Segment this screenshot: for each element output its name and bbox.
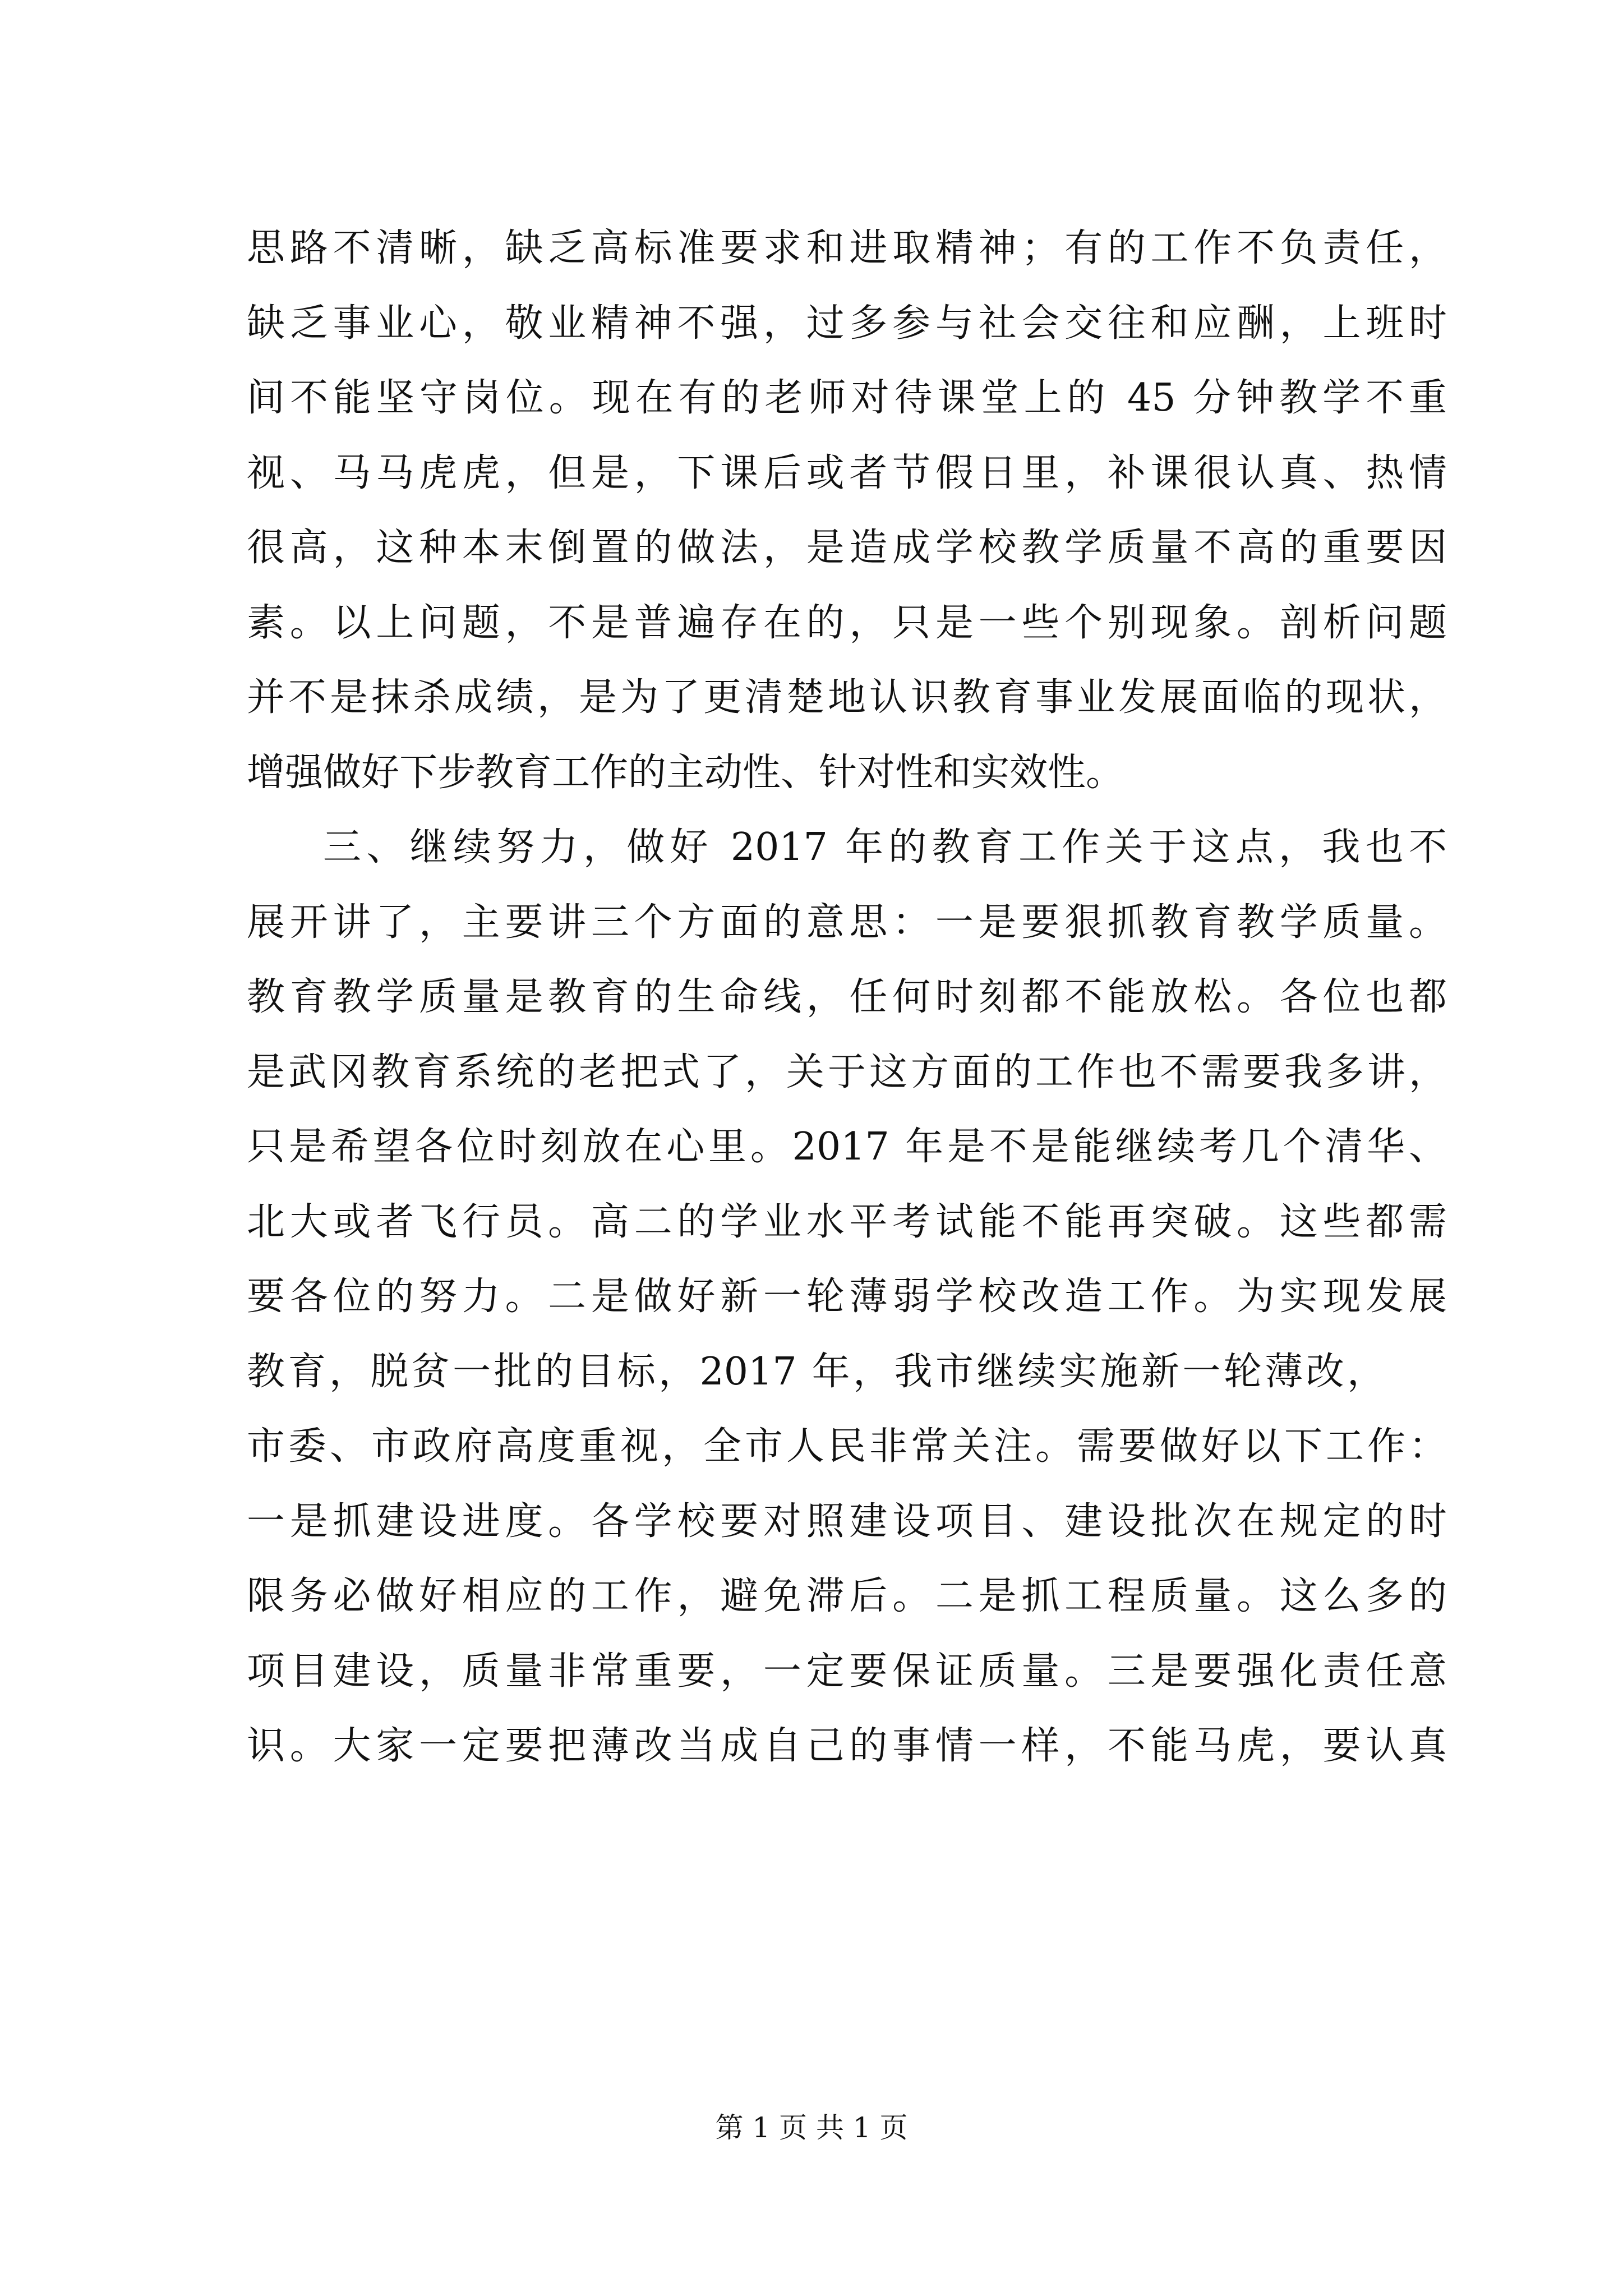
page-footer	[0, 2108, 1623, 2147]
document-body	[247, 211, 1447, 1784]
text-line-11: 教育教学质量是教育的生命线，任何时刻都不能放松。各位也都	[247, 975, 1447, 1019]
text-line-13: 只是希望各位时刻放在心里。2017 年是不是能继续考几个清华、	[247, 1125, 1447, 1169]
text-line-20: 项目建设，质量非常重要，一定要保证质量。三是要强化责任意	[247, 1649, 1447, 1694]
text-line-1: 思路不清晰，缺乏高标准要求和进取精神；有的工作不负责任，	[247, 226, 1447, 270]
text-line-4: 视、马马虎虎，但是，下课后或者节假日里，补课很认真、热情	[247, 450, 1447, 495]
text-line-5: 很高，这种本末倒置的做法，是造成学校教学质量不高的重要因	[247, 526, 1447, 570]
text-line-17: 市委、市政府高度重视，全市人民非常关注。需要做好以下工作：	[247, 1424, 1447, 1469]
text-line-12: 是武冈教育系统的老把式了，关于这方面的工作也不需要我多讲，	[247, 1050, 1447, 1094]
text-line-9: 三、继续努力，做好 2017 年的教育工作关于这点，我也不	[323, 825, 1447, 869]
text-line-21: 识。大家一定要把薄改当成自己的事情一样，不能马虎，要认真	[247, 1724, 1447, 1768]
text-line-6: 素。以上问题，不是普遍存在的，只是一些个别现象。剖析问题	[247, 600, 1447, 645]
text-line-3: 间不能坚守岗位。现在有的老师对待课堂上的 45 分钟教学不重	[247, 376, 1447, 420]
text-line-14: 北大或者飞行员。高二的学业水平考试能不能再突破。这些都需	[247, 1199, 1447, 1244]
text-line-8: 增强做好下步教育工作的主动性、针对性和实效性。	[247, 750, 1124, 795]
page-number-label: 第 1 页 共 1 页	[715, 2111, 908, 2144]
text-line-19: 限务必做好相应的工作，避免滞后。二是抓工程质量。这么多的	[247, 1574, 1447, 1618]
text-line-7: 并不是抹杀成绩，是为了更清楚地认识教育事业发展面临的现状，	[247, 675, 1447, 720]
text-line-10: 展开讲了，主要讲三个方面的意思：一是要狠抓教育教学质量。	[247, 900, 1447, 945]
text-line-16: 教育，脱贫一批的目标，2017 年，我市继续实施新一轮薄改，	[247, 1349, 1385, 1394]
text-line-15: 要各位的努力。二是做好新一轮薄弱学校改造工作。为实现发展	[247, 1274, 1447, 1319]
text-line-2: 缺乏事业心，敬业精神不强，过多参与社会交往和应酬，上班时	[247, 301, 1447, 346]
text-line-18: 一是抓建设进度。各学校要对照建设项目、建设批次在规定的时	[247, 1499, 1447, 1544]
